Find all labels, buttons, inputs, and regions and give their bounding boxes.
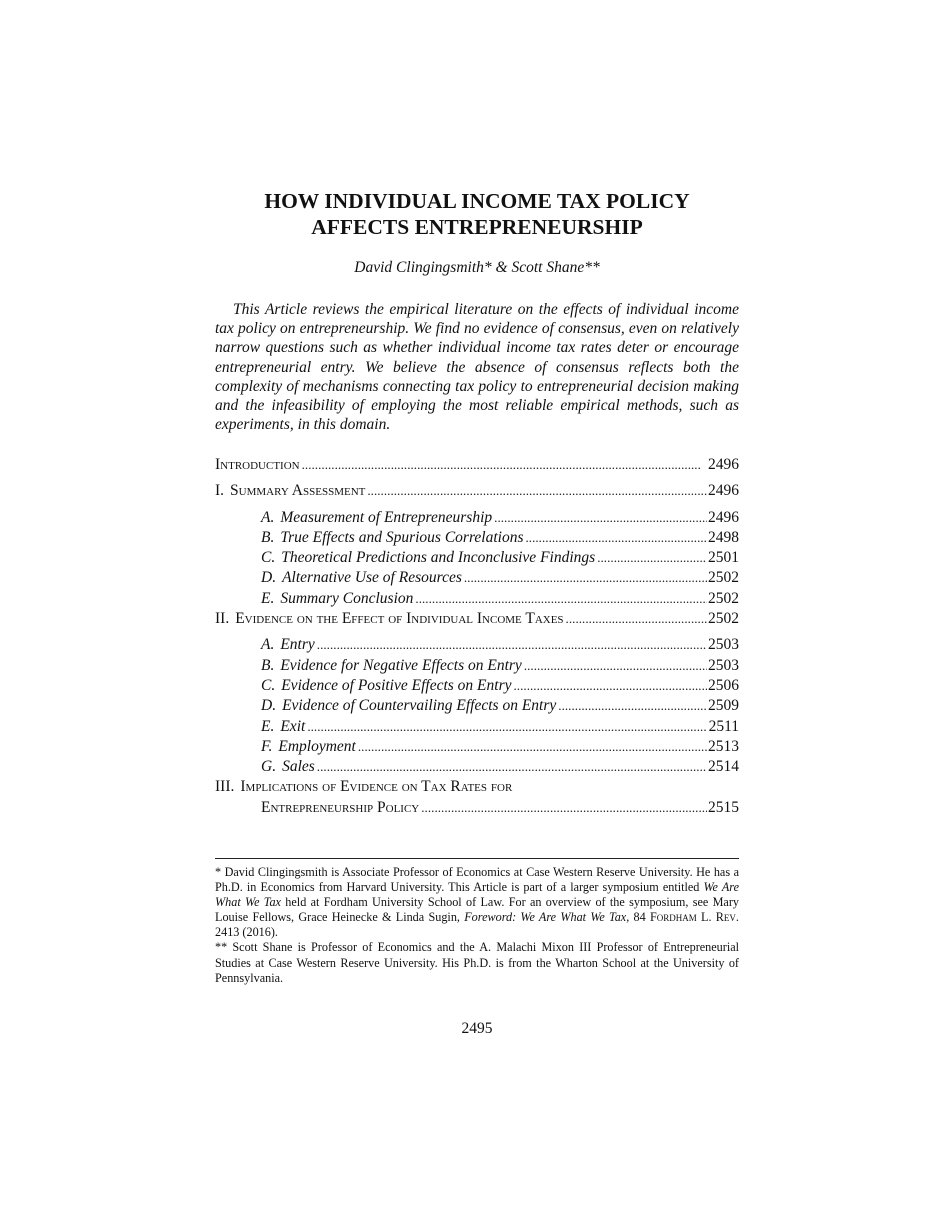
toc-leader (421, 798, 707, 818)
toc-subitem-label: Exit (280, 717, 306, 735)
footnote-1 (215, 865, 739, 940)
title-line-2: AFFECTS ENTREPRENEURSHIP (311, 215, 643, 239)
toc-subitem[interactable] (215, 757, 739, 777)
toc-leader (307, 717, 707, 737)
toc-part-num: II. (215, 610, 230, 628)
toc-page: 2502 (708, 610, 739, 628)
toc-subitem-label: Entry (280, 636, 315, 654)
toc-page: 2498 (708, 528, 739, 546)
toc-subitem-letter: E. (261, 589, 275, 607)
page-number: 2495 (461, 1020, 493, 1037)
toc-leader (367, 481, 707, 501)
toc-part-2-items (215, 635, 739, 777)
toc-leader (514, 676, 708, 696)
toc-part-3-cont[interactable] (215, 798, 739, 818)
toc-subitem-letter: A. (261, 508, 275, 526)
toc-subitem[interactable] (215, 528, 739, 548)
toc-page: 2502 (708, 569, 739, 587)
toc-subitem-letter: F. (261, 737, 273, 755)
toc-subitem-letter: B. (261, 528, 275, 546)
footnote-rule (215, 858, 739, 859)
toc-leader (525, 528, 707, 548)
toc-label-line-2: Entrepreneurship Policy (261, 798, 420, 816)
toc-page: 2514 (708, 758, 739, 776)
toc-leader (317, 635, 707, 655)
toc-leader (494, 508, 707, 528)
footnote-2: ** Scott Shane is Professor of Economics and the A. Malachi Mixon III Professor of Entrepreneurial Studies at Case Western Reserve University. His Ph.D. is from the Wharton School at the University of Pennsylvania. (215, 940, 739, 985)
fn1-mid: held at Fordham University School of Law. For an overview of the symposium, see Mary Louise Fellows, Grace Heinecke & Linda Sugin, (215, 895, 739, 925)
toc-label: Summary Assessment (230, 482, 366, 500)
toc-label: Evidence on the Effect of Individual Income Taxes (235, 610, 564, 628)
toc-part-2[interactable] (215, 609, 739, 629)
toc-introduction[interactable] (215, 455, 739, 475)
toc-leader (566, 609, 707, 629)
toc-subitem-letter: A. (261, 636, 275, 654)
fn1-cite-title: Foreword: We Are What We Tax (464, 910, 627, 925)
toc-leader (358, 737, 707, 757)
toc-leader (317, 757, 707, 777)
abstract: This Article reviews the empirical literature on the effects of individual income tax policy on entrepreneurship. We find no evidence of consensus, even on relatively narrow questions such as whether individual income tax rates deter or encourage entrepreneurial entry. We believe the absence of consensus reflects both the complexity of mechanisms connecting tax policy to entrepreneurial decision making and the infeasibility of employing the most reliable empirical methods, such as experiments, in this domain. (215, 301, 739, 434)
toc-subitem-label: Alternative Use of Resources (282, 569, 462, 587)
toc-subitem-label: Evidence for Negative Effects on Entry (280, 656, 522, 674)
toc-subitem-letter: B. (261, 656, 275, 674)
article-title (205, 188, 749, 240)
toc-subitem[interactable] (215, 656, 739, 676)
toc-subitem-label: Theoretical Predictions and Inconclusive Findings (281, 549, 596, 567)
toc-leader (464, 568, 707, 588)
toc-subitem[interactable] (215, 508, 739, 528)
fn1-journal: Fordham L. Rev. (649, 910, 739, 925)
toc-subitem[interactable] (215, 676, 739, 696)
toc-page: 2506 (708, 676, 739, 694)
toc-leader (597, 548, 707, 568)
fn1-prefix: * David Clingingsmith is Associate Professor of Economics at Case Western Reserve University. He has a Ph.D. in Economics from Harvard University. This Article is part of a larger symposium entitled (215, 865, 739, 895)
toc-part-3[interactable] (215, 777, 739, 797)
toc-subitem[interactable] (215, 737, 739, 757)
fn1-cite-end: 2413 (2016). (215, 925, 278, 940)
toc-subitem-label: True Effects and Spurious Correlations (280, 528, 524, 546)
toc-subitem-letter: G. (261, 758, 277, 776)
table-of-contents (215, 455, 739, 818)
toc-subitem-label: Evidence of Positive Effects on Entry (281, 676, 512, 694)
toc-part-1[interactable] (215, 481, 739, 501)
toc-label: Introduction (215, 456, 300, 473)
toc-label-line-1: Implications of Evidence on Tax Rates for (240, 778, 513, 796)
toc-part-num: III. (215, 778, 235, 796)
toc-leader (524, 656, 707, 676)
toc-leader (302, 455, 707, 475)
toc-subitem[interactable] (215, 717, 739, 737)
toc-page: 2513 (708, 737, 739, 755)
toc-subitem-letter: D. (261, 697, 277, 715)
toc-subitem-label: Evidence of Countervailing Effects on Entry (282, 697, 557, 715)
toc-page: 2509 (708, 697, 739, 715)
toc-subitem[interactable] (215, 589, 739, 609)
toc-subitem[interactable] (215, 696, 739, 716)
toc-page: 2496 (708, 482, 739, 500)
title-line-1: HOW INDIVIDUAL INCOME TAX POLICY (264, 189, 690, 213)
toc-page: 2496 (708, 508, 739, 526)
fn1-symposium: We Are What We Tax (215, 880, 739, 910)
toc-subitem-letter: C. (261, 549, 276, 567)
toc-subitem-label: Sales (282, 758, 315, 776)
toc-subitem-label: Measurement of Entrepreneurship (280, 508, 493, 526)
fn1-cite-vol: , 84 (626, 910, 650, 925)
toc-subitem-letter: E. (261, 717, 275, 735)
toc-subitem[interactable] (215, 548, 739, 568)
toc-part-1-items (215, 508, 739, 609)
footnotes (215, 865, 739, 986)
toc-subitem[interactable] (215, 568, 739, 588)
toc-leader (558, 696, 707, 716)
toc-page: 2503 (708, 656, 739, 674)
toc-page: 2501 (708, 549, 739, 567)
toc-subitem-label: Employment (278, 737, 356, 755)
toc-leader (415, 589, 707, 609)
toc-page: 2496 (708, 456, 739, 473)
author-line: David Clingingsmith* & Scott Shane** (354, 259, 600, 276)
toc-page: 2503 (708, 636, 739, 654)
toc-page: 2502 (708, 589, 739, 607)
toc-page: 2515 (708, 798, 739, 816)
toc-subitem-letter: D. (261, 569, 277, 587)
toc-subitem-label: Summary Conclusion (280, 589, 414, 607)
toc-subitem[interactable] (215, 635, 739, 655)
toc-subitem-letter: C. (261, 676, 276, 694)
toc-part-num: I. (215, 482, 225, 500)
toc-page: 2511 (708, 717, 739, 735)
